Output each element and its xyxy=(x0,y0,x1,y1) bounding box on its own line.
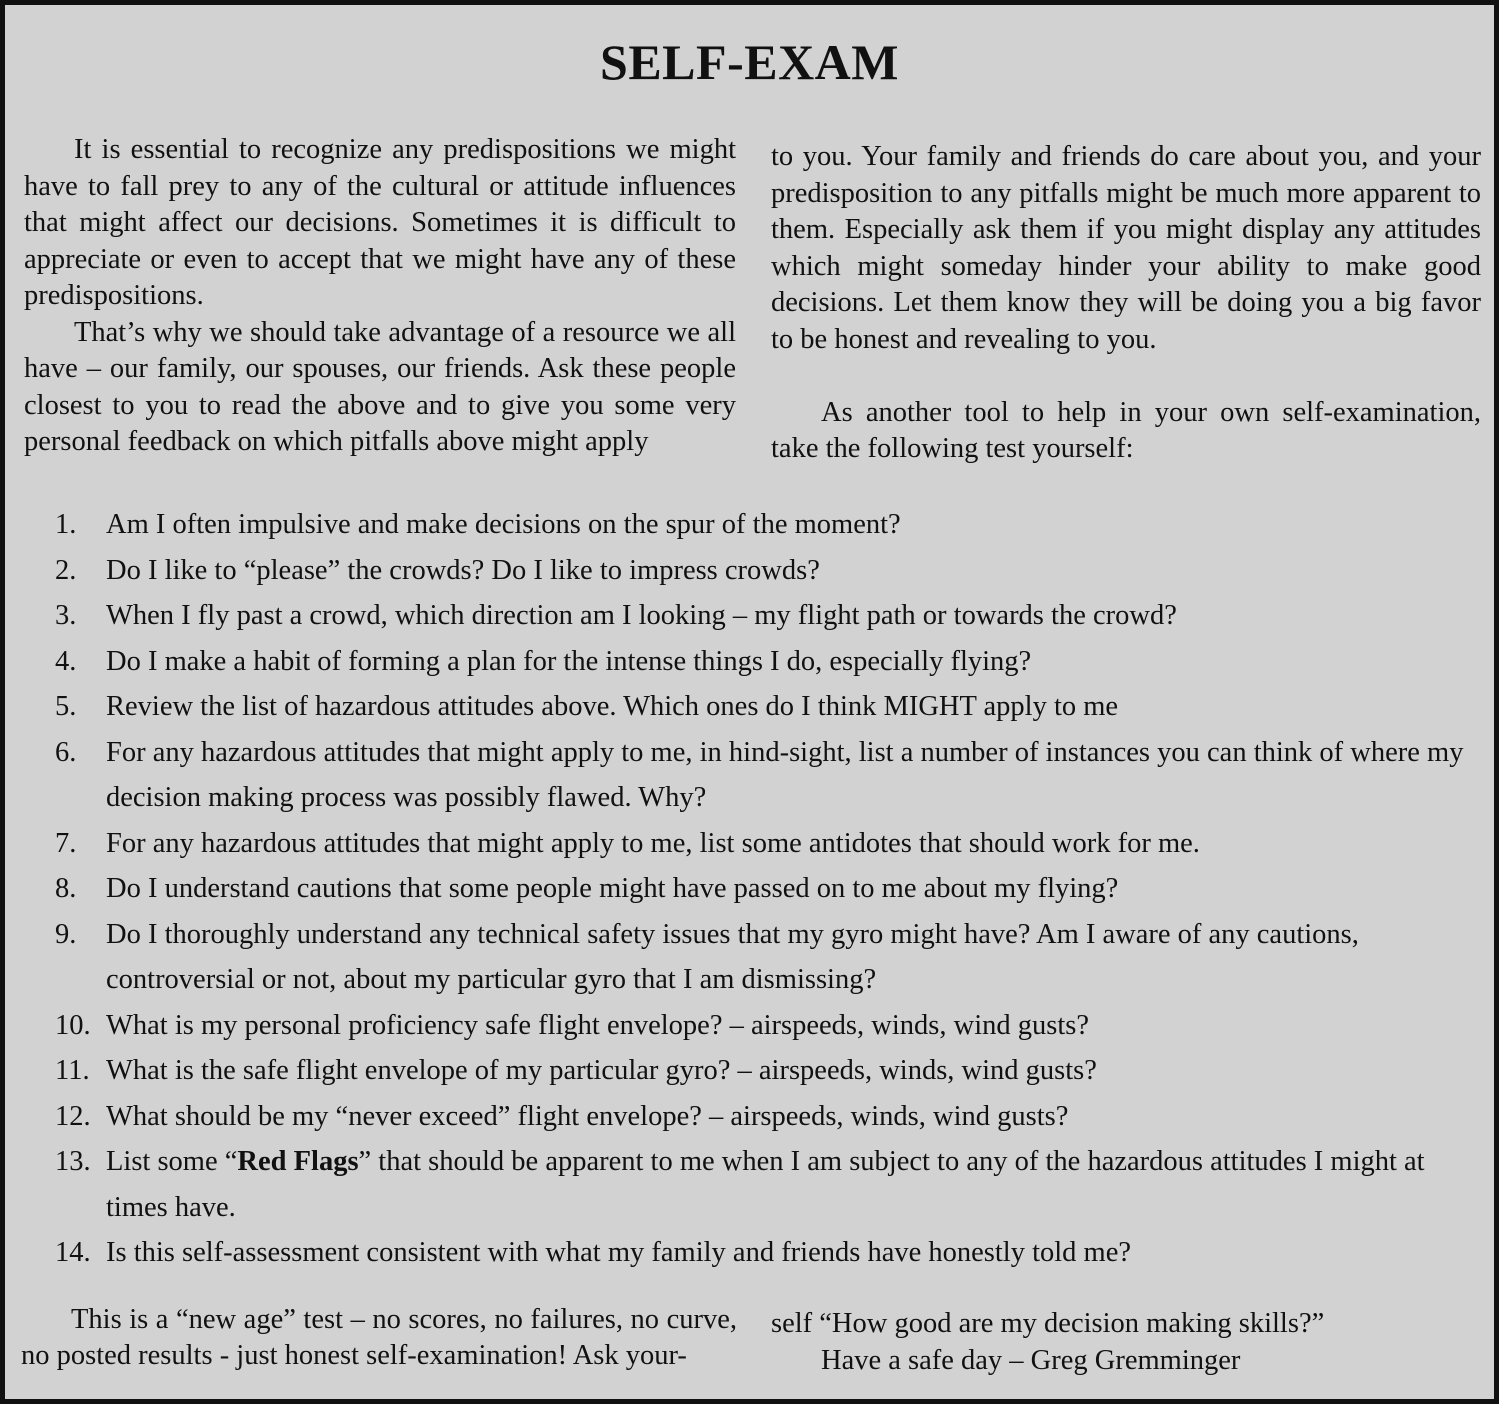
closing-paragraph: This is a “new age” test – no scores, no failures, no curve, no posted results - just honest self-examination! Ask your- xyxy=(21,1304,737,1371)
red-flags-emphasis: Red Flags xyxy=(237,1146,359,1177)
question-item xyxy=(55,1230,1485,1276)
question-list xyxy=(55,502,1485,1276)
question-number: 9. xyxy=(55,918,77,950)
question-number: 4. xyxy=(55,645,77,677)
question-text-end: ” that should be apparent to me when I am subject to any of the hazardous attitudes I might at times have. xyxy=(106,1146,1425,1223)
page-title: SELF-EXAM xyxy=(600,34,899,90)
closing-continuation: self “How good are my decision making skills?” xyxy=(771,1308,1325,1339)
question-number: 2. xyxy=(55,554,77,586)
question-item xyxy=(55,1003,1485,1049)
paragraph-gap xyxy=(771,358,1481,395)
question-item xyxy=(55,821,1485,867)
question-text: Review the list of hazardous attitudes above. Which ones do I think MIGHT apply to me xyxy=(106,691,1119,722)
question-text: Am I often impulsive and make decisions on the spur of the moment? xyxy=(106,509,901,540)
question-number: 6. xyxy=(55,736,77,768)
question-item xyxy=(55,639,1485,685)
question-text: When I fly past a crowd, which direction am I looking – my flight path or towards the crowd? xyxy=(106,600,1177,631)
intro-paragraph-1: It is essential to recognize any predispositions we might have to fall prey to any of the cultural or attitude influences that might affect our decisions. Sometimes it is difficult to appreciate or even to accept that we might have any of these predispositions. xyxy=(24,134,736,311)
question-number: 10. xyxy=(55,1009,91,1041)
question-text xyxy=(106,1139,1485,1230)
question-text: What is my personal proficiency safe flight envelope? – airspeeds, winds, wind gusts? xyxy=(106,1009,1089,1041)
intro-right-column xyxy=(771,139,1481,468)
question-item xyxy=(55,912,1485,1003)
question-number: 7. xyxy=(55,827,77,859)
question-text: Do I like to “please” the crowds? Do I like to impress crowds? xyxy=(106,554,820,586)
question-number: 13. xyxy=(55,1146,91,1177)
question-item xyxy=(55,684,1485,730)
question-number: 5. xyxy=(55,691,77,722)
question-number: 3. xyxy=(55,600,77,631)
question-text: Do I thoroughly understand any technical safety issues that my gyro might have? Am I aware of any cautions, controversial or not, about my particular gyro that I am dismissing? xyxy=(106,918,1359,995)
question-item xyxy=(55,548,1485,594)
question-item xyxy=(55,593,1485,639)
question-text: Do I understand cautions that some people might have passed on to me about my flying? xyxy=(106,873,1119,904)
question-number: 11. xyxy=(55,1055,90,1086)
question-item xyxy=(55,866,1485,912)
question-text: Do I make a habit of forming a plan for the intense things I do, especially flying? xyxy=(106,645,1032,677)
question-item xyxy=(55,730,1485,821)
intro-paragraph-4: As another tool to help in your own self-examination, take the following test yourself: xyxy=(771,396,1481,464)
question-item xyxy=(55,1048,1485,1094)
question-number: 14. xyxy=(55,1237,91,1268)
question-number: 12. xyxy=(55,1100,91,1132)
intro-left-column xyxy=(24,132,736,461)
intro-paragraph-2: That’s why we should take advantage of a resource we all have – our family, our spouses, our friends. Ask these people closest to you to read the above and to give you some very personal feedback on which pitfalls above might apply xyxy=(24,316,736,457)
closing-left-column xyxy=(21,1302,737,1374)
question-text: Is this self-assessment consistent with what my family and friends have honestly told me? xyxy=(106,1237,1132,1268)
closing-right-column xyxy=(771,1306,1481,1379)
question-item xyxy=(55,1139,1485,1230)
question-number: 1. xyxy=(55,509,77,540)
question-text-start: List some “ xyxy=(106,1146,238,1177)
question-number: 8. xyxy=(55,873,77,904)
question-item xyxy=(55,1094,1485,1140)
question-text: For any hazardous attitudes that might apply to me, list some antidotes that should work for me. xyxy=(106,827,1200,859)
question-text: What is the safe flight envelope of my particular gyro? – airspeeds, winds, wind gusts? xyxy=(106,1055,1097,1086)
question-text: For any hazardous attitudes that might apply to me, in hind-sight, list a number of instances you can think of where my decision making process was possibly flawed. Why? xyxy=(106,736,1464,813)
question-text: What should be my “never exceed” flight envelope? – airspeeds, winds, wind gusts? xyxy=(106,1100,1069,1132)
question-item xyxy=(55,502,1485,548)
signoff: Have a safe day – Greg Gremminger xyxy=(821,1344,1241,1376)
intro-paragraph-3: to you. Your family and friends do care about you, and your predisposition to any pitfalls might be much more apparent to them. Especially ask them if you might display any attitudes which might someday hinder your ability to make good decisions. Let them know they will be doing you a big favor to be honest and revealing to you. xyxy=(771,141,1481,355)
